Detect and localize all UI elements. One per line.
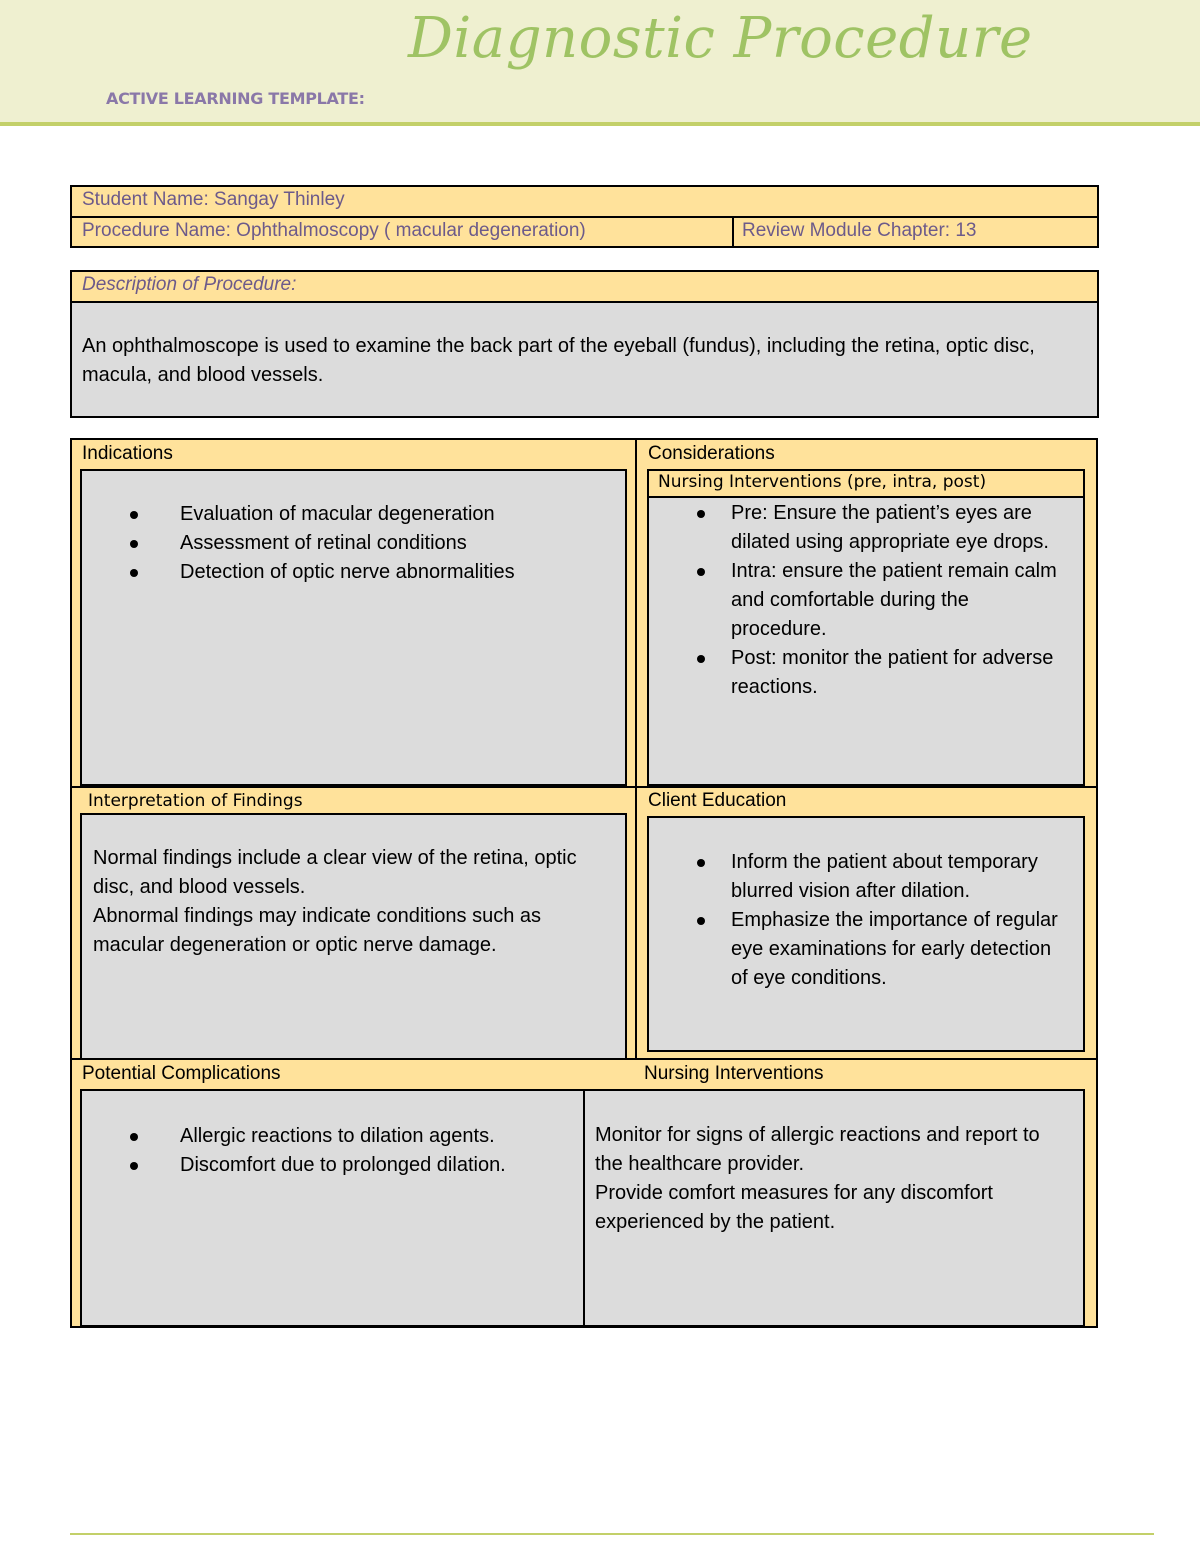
client-education-list <box>697 848 1069 993</box>
list-item: Allergic reactions to dilation agents. <box>130 1122 570 1151</box>
indications-heading: Indications <box>82 443 173 464</box>
description-heading: Description of Procedure: <box>82 274 297 295</box>
list-item: Assessment of retinal conditions <box>130 529 610 558</box>
review-chapter: Review Module Chapter: 13 <box>742 220 977 241</box>
student-name: Student Name: Sangay Thinley <box>82 189 345 210</box>
nursing-interventions-heading: Nursing Interventions <box>644 1063 824 1084</box>
considerations-list <box>697 499 1069 702</box>
considerations-subheading: Nursing Interventions (pre, intra, post) <box>658 472 987 492</box>
list-item: Post: monitor the patient for adverse reactions. <box>697 644 1069 702</box>
indications-list <box>130 500 610 587</box>
complications-list <box>130 1122 570 1180</box>
client-education-heading: Client Education <box>648 790 787 811</box>
list-item: Inform the patient about temporary blurred vision after dilation. <box>697 848 1069 906</box>
list-item: Emphasize the importance of regular eye examinations for early detection of eye conditions. <box>697 906 1069 993</box>
list-item: Detection of optic nerve abnormalities <box>130 558 610 587</box>
document-title: Diagnostic Procedure <box>408 6 1033 71</box>
nursing-interventions-line: Monitor for signs of allergic reactions and report to the healthcare provider. <box>595 1124 1040 1175</box>
interpretation-text <box>93 844 603 960</box>
list-item: Evaluation of macular degeneration <box>130 500 610 529</box>
grid-vertical-divider <box>635 438 637 1060</box>
template-label: ACTIVE LEARNING TEMPLATE: <box>106 89 365 108</box>
list-item: Pre: Ensure the patient’s eyes are dilated using appropriate eye drops. <box>697 499 1069 557</box>
grid-row-divider-1 <box>70 786 1098 788</box>
interpretation-line: Normal findings include a clear view of the retina, optic disc, and blood vessels. <box>93 847 577 898</box>
list-item: Discomfort due to prolonged dilation. <box>130 1151 570 1180</box>
nursing-interventions-line: Provide comfort measures for any discomfort experienced by the patient. <box>595 1182 993 1233</box>
procedure-name: Procedure Name: Ophthalmoscopy ( macular degeneration) <box>82 220 586 241</box>
footer-divider <box>70 1533 1154 1535</box>
description-text: An ophthalmoscope is used to examine the back part of the eyeball (fundus), including the retina, optic disc, macula, and blood vessels. <box>82 335 1035 386</box>
nursing-interventions-text <box>595 1121 1073 1237</box>
header-divider <box>0 122 1200 126</box>
considerations-heading: Considerations <box>648 443 775 464</box>
complications-heading: Potential Complications <box>82 1063 281 1084</box>
interpretation-line: Abnormal findings may indicate conditions such as macular degeneration or optic nerve damage. <box>93 905 542 956</box>
interpretation-heading: Interpretation of Findings <box>88 791 303 811</box>
list-item: Intra: ensure the patient remain calm and comfortable during the procedure. <box>697 557 1069 644</box>
